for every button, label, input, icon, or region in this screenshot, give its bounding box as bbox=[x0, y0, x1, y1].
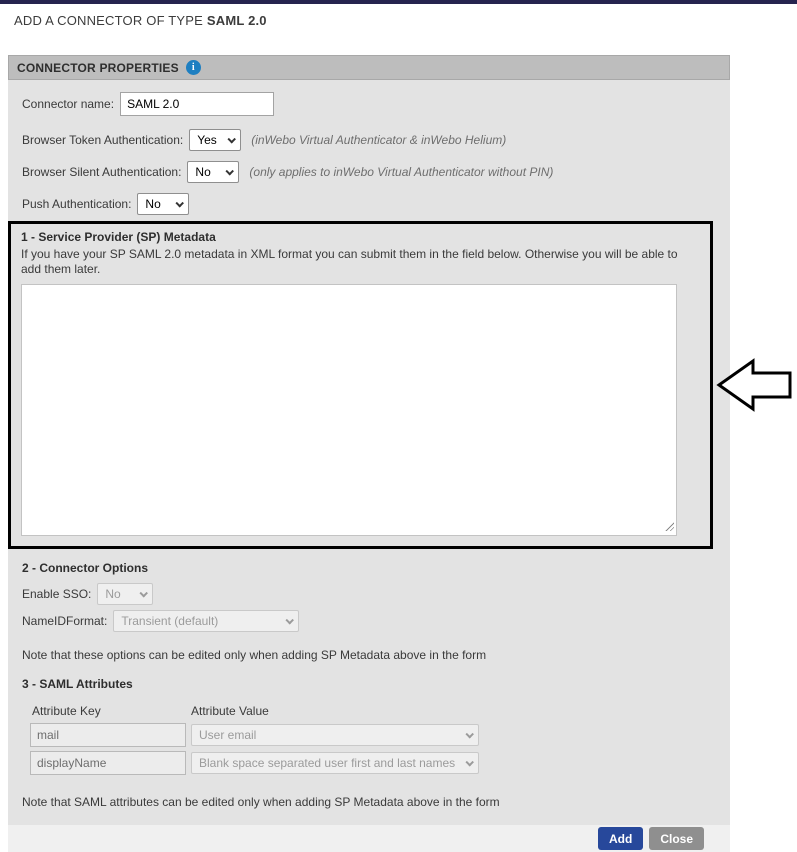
table-row bbox=[30, 751, 716, 775]
sp-metadata-description: If you have your SP SAML 2.0 metadata in XML format you can submit them in the field below. Otherwise you will be able to add them later. bbox=[21, 247, 678, 276]
page-title-connector-type: SAML 2.0 bbox=[206, 13, 267, 28]
page-title bbox=[14, 13, 267, 28]
attribute-value-column-header: Attribute Value bbox=[191, 704, 269, 718]
connector-name-input[interactable] bbox=[120, 92, 274, 116]
nameid-format-row bbox=[22, 610, 716, 632]
nameid-format-value: Transient (default) bbox=[121, 614, 219, 628]
enable-sso-select bbox=[97, 583, 153, 605]
browser-silent-auth-note: (only applies to inWebo Virtual Authenticator without PIN) bbox=[249, 165, 554, 179]
chevron-down-icon bbox=[465, 730, 473, 738]
connector-properties-panel bbox=[8, 55, 730, 852]
chevron-down-icon bbox=[228, 135, 236, 143]
attribute-key-column-header: Attribute Key bbox=[32, 704, 101, 718]
browser-token-auth-row bbox=[22, 129, 716, 151]
connector-options-note: Note that these options can be edited only when adding SP Metadata above in the form bbox=[22, 648, 487, 662]
browser-silent-auth-label: Browser Silent Authentication: bbox=[22, 165, 182, 179]
chevron-down-icon bbox=[286, 616, 294, 624]
sp-metadata-highlight-box bbox=[8, 221, 713, 549]
browser-token-auth-label: Browser Token Authentication: bbox=[22, 133, 184, 147]
enable-sso-value: No bbox=[105, 587, 121, 601]
panel-header-label: CONNECTOR PROPERTIES bbox=[17, 60, 179, 75]
sp-metadata-textarea[interactable] bbox=[21, 284, 677, 536]
sp-metadata-textarea-wrap bbox=[21, 284, 677, 536]
attribute-key-input-displayname bbox=[30, 751, 186, 775]
table-row bbox=[30, 723, 716, 747]
browser-silent-auth-value: No bbox=[195, 165, 211, 179]
chevron-down-icon bbox=[140, 589, 148, 597]
chevron-down-icon bbox=[226, 167, 234, 175]
saml-attributes-header-row bbox=[30, 704, 716, 718]
saml-attributes-table bbox=[30, 704, 716, 775]
attribute-value-select-displayname bbox=[191, 752, 479, 774]
attribute-value-mail: User email bbox=[199, 728, 257, 742]
left-arrow-annotation bbox=[712, 350, 796, 423]
panel-header bbox=[8, 55, 730, 80]
browser-silent-auth-row bbox=[22, 161, 716, 183]
add-button[interactable]: Add bbox=[598, 827, 643, 850]
chevron-down-icon bbox=[176, 199, 184, 207]
nameid-format-select bbox=[113, 610, 299, 632]
panel-footer bbox=[8, 825, 730, 852]
connector-name-label: Connector name: bbox=[22, 97, 115, 111]
attribute-key-input-mail bbox=[30, 723, 186, 747]
attribute-value-select-mail bbox=[191, 724, 479, 746]
connector-name-row bbox=[22, 92, 716, 116]
browser-token-auth-value: Yes bbox=[197, 133, 217, 147]
sp-metadata-heading: 1 - Service Provider (SP) Metadata bbox=[21, 230, 216, 244]
chevron-down-icon bbox=[465, 758, 473, 766]
enable-sso-row bbox=[22, 583, 716, 605]
info-icon[interactable]: i bbox=[186, 60, 201, 75]
top-accent-bar bbox=[0, 0, 797, 4]
push-auth-row bbox=[22, 193, 716, 215]
connector-options-heading: 2 - Connector Options bbox=[22, 561, 148, 575]
attribute-value-displayname: Blank space separated user first and last names bbox=[199, 756, 456, 770]
page-title-prefix: ADD A CONNECTOR OF TYPE bbox=[14, 13, 204, 28]
push-auth-select[interactable] bbox=[137, 193, 189, 215]
enable-sso-label: Enable SSO: bbox=[22, 587, 92, 601]
browser-silent-auth-select[interactable] bbox=[187, 161, 239, 183]
browser-token-auth-select[interactable] bbox=[189, 129, 241, 151]
close-button[interactable]: Close bbox=[649, 827, 704, 850]
push-auth-label: Push Authentication: bbox=[22, 197, 132, 211]
saml-attributes-heading: 3 - SAML Attributes bbox=[22, 677, 133, 691]
panel-body bbox=[8, 80, 730, 825]
push-auth-value: No bbox=[145, 197, 161, 211]
saml-attributes-note: Note that SAML attributes can be edited only when adding SP Metadata above in the form bbox=[22, 795, 500, 809]
nameid-format-label: NameIDFormat: bbox=[22, 614, 108, 628]
browser-token-auth-note: (inWebo Virtual Authenticator & inWebo Helium) bbox=[251, 133, 507, 147]
